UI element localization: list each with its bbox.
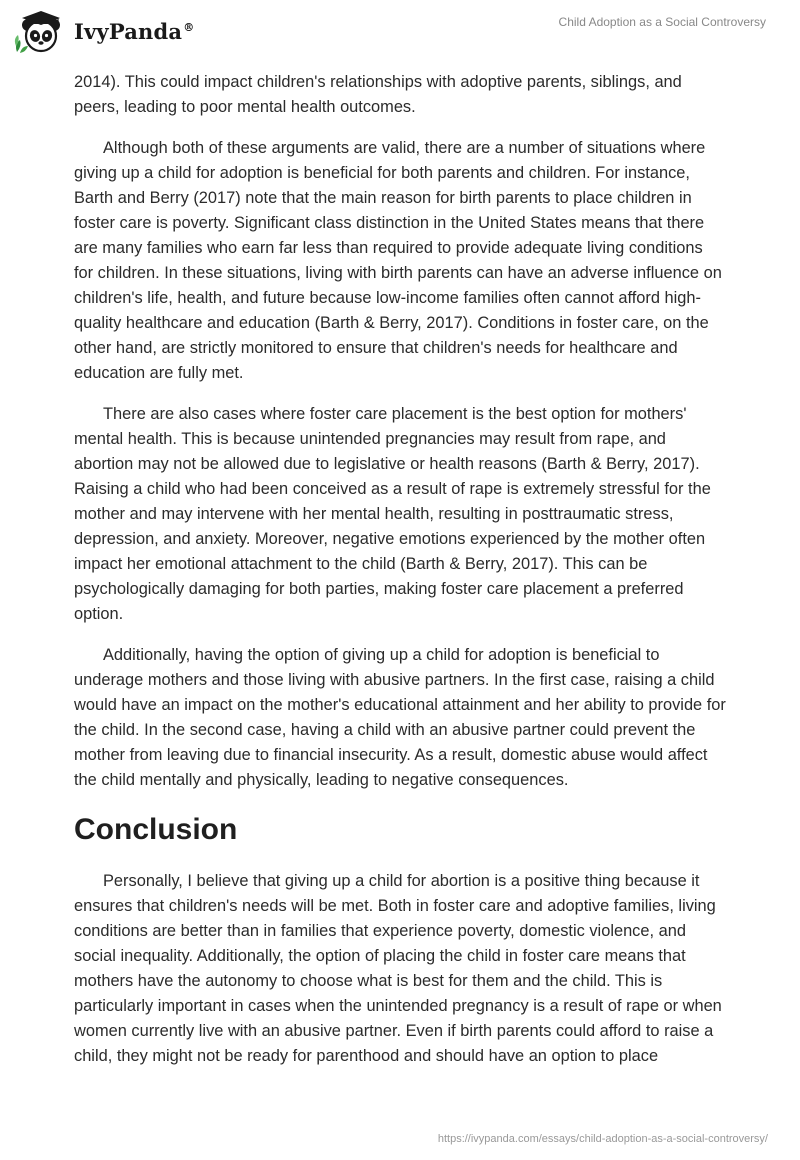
paragraph-1: 2014). This could impact children's relationships with adoptive parents, siblings, and peers, leading to poor mental health outcomes. [74, 73, 682, 116]
document-title: Child Adoption as a Social Controversy [558, 15, 766, 29]
panda-graduation-cap-icon [14, 8, 68, 54]
paragraph-5: Personally, I believe that giving up a child for abortion is a positive thing because it ensures that children's needs will be met. Both in foster care and adoptive families, living conditions are better than in families that experience poverty, domestic violence, and social inequality. Additionally, the option of placing the child in foster care means that mothers have the autonomy to choose what is best for them and the child. This is particularly important in cases when the unintended pregnancy is a result of rape or when women currently live with an abusive partner. Even if birth parents could afford to raise a child, they might not be ready for parenthood and should have an option to place [74, 872, 722, 1065]
brand-name: IvyPanda® [74, 18, 195, 44]
conclusion-heading: Conclusion [74, 813, 238, 846]
essay-body [74, 70, 726, 1085]
ivypanda-logo[interactable] [14, 8, 194, 54]
paragraph-4: Additionally, having the option of giving up a child for adoption is beneficial to underage mothers and those living with abusive partners. In the first case, raising a child would have an impact on the mother's educational attainment and her ability to provide for the child. In the second case, having a child with an abusive partner could prevent the mother from leaving due to financial insecurity. As a result, domestic abuse would affect the child mentally and physically, leading to negative consequences. [74, 646, 726, 789]
page-header [0, 0, 800, 60]
paragraph-2: Although both of these arguments are valid, there are a number of situations where giving up a child for adoption is beneficial for both parents and children. For instance, Barth and Berry (2017) note that the main reason for birth parents to place children in foster care is poverty. Significant class distinction in the United States means that there are many families who earn far less than required to provide adequate living conditions for children. In these situations, living with birth parents can have an adverse influence on children's life, health, and future because low-income families often cannot afford high-quality healthcare and education (Barth & Berry, 2017). Conditions in foster care, on the other hand, are strictly monitored to ensure that children's needs for healthcare and education are fully met. [74, 139, 722, 382]
source-url[interactable]: https://ivypanda.com/essays/child-adoption-as-a-social-controversy/ [437, 1133, 768, 1145]
paragraph-3: There are also cases where foster care placement is the best option for mothers' mental health. This is because unintended pregnancies may result from rape, and abortion may not be allowed due to legislative or health reasons (Barth & Berry, 2017). Raising a child who had been conceived as a result of rape is extremely stressful for the mother and may intervene with her mental health, resulting in posttraumatic stress, depression, and anxiety. Moreover, negative emotions experienced by the mother often impact her emotional attachment to the child (Barth & Berry, 2017). This can be psychologically damaging for both parties, making foster care placement a preferred option. [74, 405, 711, 623]
